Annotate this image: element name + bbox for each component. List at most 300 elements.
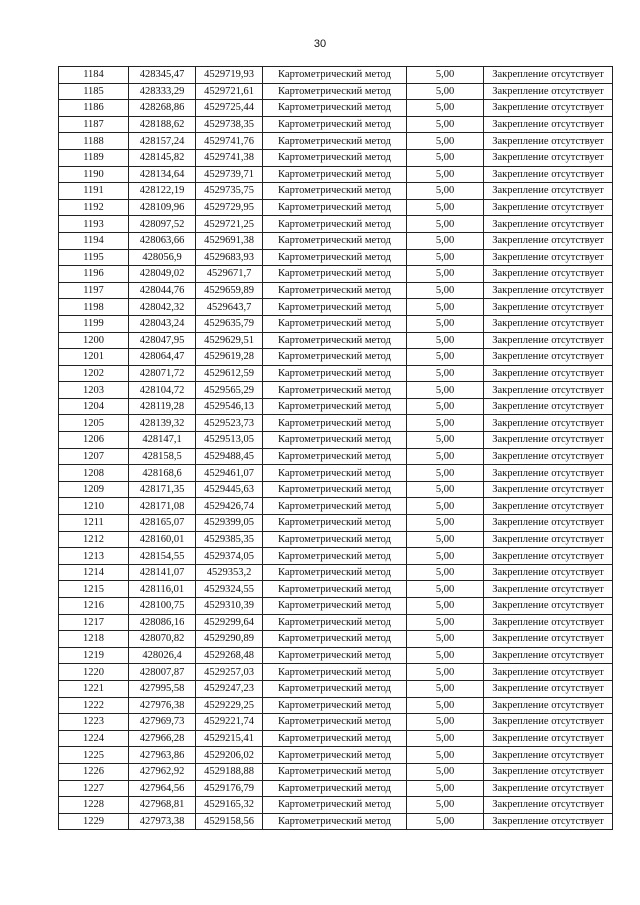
x-coordinate-cell: 428071,72 xyxy=(129,365,196,382)
fixing-description-cell: Закрепление отсутствует xyxy=(484,398,613,415)
fixing-description-cell: Закрепление отсутствует xyxy=(484,714,613,731)
fixing-description-cell: Закрепление отсутствует xyxy=(484,564,613,581)
point-number-cell: 1222 xyxy=(59,697,129,714)
x-coordinate-cell: 428104,72 xyxy=(129,382,196,399)
fixing-description-cell: Закрепление отсутствует xyxy=(484,598,613,615)
method-cell: Картометрический метод xyxy=(263,465,407,482)
fixing-description-cell: Закрепление отсутствует xyxy=(484,614,613,631)
method-cell: Картометрический метод xyxy=(263,149,407,166)
x-coordinate-cell: 428007,87 xyxy=(129,664,196,681)
table-row xyxy=(59,481,613,498)
y-coordinate-cell: 4529221,74 xyxy=(196,714,263,731)
fixing-description-cell: Закрепление отсутствует xyxy=(484,813,613,830)
x-coordinate-cell: 427968,81 xyxy=(129,797,196,814)
y-coordinate-cell: 4529324,55 xyxy=(196,581,263,598)
table-row xyxy=(59,631,613,648)
table-row xyxy=(59,116,613,133)
accuracy-cell: 5,00 xyxy=(407,680,484,697)
y-coordinate-cell: 4529257,03 xyxy=(196,664,263,681)
method-cell: Картометрический метод xyxy=(263,365,407,382)
method-cell: Картометрический метод xyxy=(263,747,407,764)
fixing-description-cell: Закрепление отсутствует xyxy=(484,315,613,332)
x-coordinate-cell: 428165,07 xyxy=(129,515,196,532)
fixing-description-cell: Закрепление отсутствует xyxy=(484,697,613,714)
fixing-description-cell: Закрепление отсутствует xyxy=(484,498,613,515)
table-row xyxy=(59,664,613,681)
point-number-cell: 1225 xyxy=(59,747,129,764)
fixing-description-cell: Закрепление отсутствует xyxy=(484,166,613,183)
x-coordinate-cell: 428139,32 xyxy=(129,415,196,432)
point-number-cell: 1207 xyxy=(59,448,129,465)
table-row xyxy=(59,100,613,117)
y-coordinate-cell: 4529374,05 xyxy=(196,548,263,565)
table-row xyxy=(59,133,613,150)
table-row xyxy=(59,697,613,714)
method-cell: Картометрический метод xyxy=(263,133,407,150)
x-coordinate-cell: 428157,24 xyxy=(129,133,196,150)
x-coordinate-cell: 428063,66 xyxy=(129,232,196,249)
accuracy-cell: 5,00 xyxy=(407,415,484,432)
table-row xyxy=(59,216,613,233)
accuracy-cell: 5,00 xyxy=(407,598,484,615)
fixing-description-cell: Закрепление отсутствует xyxy=(484,581,613,598)
table-row xyxy=(59,282,613,299)
x-coordinate-cell: 428086,16 xyxy=(129,614,196,631)
method-cell: Картометрический метод xyxy=(263,664,407,681)
y-coordinate-cell: 4529399,05 xyxy=(196,515,263,532)
fixing-description-cell: Закрепление отсутствует xyxy=(484,680,613,697)
accuracy-cell: 5,00 xyxy=(407,797,484,814)
point-number-cell: 1202 xyxy=(59,365,129,382)
x-coordinate-cell: 428097,52 xyxy=(129,216,196,233)
point-number-cell: 1214 xyxy=(59,564,129,581)
y-coordinate-cell: 4529513,05 xyxy=(196,432,263,449)
method-cell: Картометрический метод xyxy=(263,448,407,465)
y-coordinate-cell: 4529729,95 xyxy=(196,199,263,216)
point-number-cell: 1198 xyxy=(59,299,129,316)
point-number-cell: 1204 xyxy=(59,398,129,415)
y-coordinate-cell: 4529176,79 xyxy=(196,780,263,797)
method-cell: Картометрический метод xyxy=(263,730,407,747)
table-row xyxy=(59,564,613,581)
method-cell: Картометрический метод xyxy=(263,531,407,548)
x-coordinate-cell: 428333,29 xyxy=(129,83,196,100)
y-coordinate-cell: 4529741,38 xyxy=(196,149,263,166)
x-coordinate-cell: 428100,75 xyxy=(129,598,196,615)
fixing-description-cell: Закрепление отсутствует xyxy=(484,647,613,664)
accuracy-cell: 5,00 xyxy=(407,763,484,780)
table-row xyxy=(59,465,613,482)
method-cell: Картометрический метод xyxy=(263,100,407,117)
x-coordinate-cell: 428154,55 xyxy=(129,548,196,565)
method-cell: Картометрический метод xyxy=(263,183,407,200)
point-number-cell: 1194 xyxy=(59,232,129,249)
accuracy-cell: 5,00 xyxy=(407,166,484,183)
method-cell: Картометрический метод xyxy=(263,614,407,631)
point-number-cell: 1206 xyxy=(59,432,129,449)
x-coordinate-cell: 427973,38 xyxy=(129,813,196,830)
table-row xyxy=(59,763,613,780)
point-number-cell: 1196 xyxy=(59,266,129,283)
point-number-cell: 1221 xyxy=(59,680,129,697)
accuracy-cell: 5,00 xyxy=(407,382,484,399)
accuracy-cell: 5,00 xyxy=(407,332,484,349)
x-coordinate-cell: 428044,76 xyxy=(129,282,196,299)
table-row xyxy=(59,349,613,366)
point-number-cell: 1213 xyxy=(59,548,129,565)
point-number-cell: 1193 xyxy=(59,216,129,233)
x-coordinate-cell: 428026,4 xyxy=(129,647,196,664)
method-cell: Картометрический метод xyxy=(263,714,407,731)
point-number-cell: 1212 xyxy=(59,531,129,548)
accuracy-cell: 5,00 xyxy=(407,647,484,664)
y-coordinate-cell: 4529290,89 xyxy=(196,631,263,648)
table-row xyxy=(59,266,613,283)
accuracy-cell: 5,00 xyxy=(407,498,484,515)
table-row xyxy=(59,67,613,84)
accuracy-cell: 5,00 xyxy=(407,349,484,366)
method-cell: Картометрический метод xyxy=(263,548,407,565)
point-number-cell: 1223 xyxy=(59,714,129,731)
table-row xyxy=(59,747,613,764)
x-coordinate-cell: 428268,86 xyxy=(129,100,196,117)
method-cell: Картометрический метод xyxy=(263,564,407,581)
fixing-description-cell: Закрепление отсутствует xyxy=(484,199,613,216)
table-row xyxy=(59,531,613,548)
point-number-cell: 1197 xyxy=(59,282,129,299)
accuracy-cell: 5,00 xyxy=(407,398,484,415)
point-number-cell: 1185 xyxy=(59,83,129,100)
y-coordinate-cell: 4529741,76 xyxy=(196,133,263,150)
coordinates-table xyxy=(58,66,613,830)
y-coordinate-cell: 4529310,39 xyxy=(196,598,263,615)
y-coordinate-cell: 4529215,41 xyxy=(196,730,263,747)
fixing-description-cell: Закрепление отсутствует xyxy=(484,83,613,100)
table-row xyxy=(59,614,613,631)
table-row xyxy=(59,398,613,415)
point-number-cell: 1209 xyxy=(59,481,129,498)
table-row xyxy=(59,83,613,100)
fixing-description-cell: Закрепление отсутствует xyxy=(484,183,613,200)
fixing-description-cell: Закрепление отсутствует xyxy=(484,448,613,465)
accuracy-cell: 5,00 xyxy=(407,432,484,449)
accuracy-cell: 5,00 xyxy=(407,216,484,233)
point-number-cell: 1187 xyxy=(59,116,129,133)
fixing-description-cell: Закрепление отсутствует xyxy=(484,481,613,498)
table-row xyxy=(59,415,613,432)
table-row xyxy=(59,166,613,183)
x-coordinate-cell: 428109,96 xyxy=(129,199,196,216)
table-row xyxy=(59,548,613,565)
fixing-description-cell: Закрепление отсутствует xyxy=(484,349,613,366)
x-coordinate-cell: 428168,6 xyxy=(129,465,196,482)
method-cell: Картометрический метод xyxy=(263,282,407,299)
table-row xyxy=(59,332,613,349)
y-coordinate-cell: 4529461,07 xyxy=(196,465,263,482)
point-number-cell: 1205 xyxy=(59,415,129,432)
table-row xyxy=(59,315,613,332)
method-cell: Картометрический метод xyxy=(263,116,407,133)
fixing-description-cell: Закрепление отсутствует xyxy=(484,299,613,316)
method-cell: Картометрический метод xyxy=(263,216,407,233)
point-number-cell: 1229 xyxy=(59,813,129,830)
fixing-description-cell: Закрепление отсутствует xyxy=(484,100,613,117)
point-number-cell: 1201 xyxy=(59,349,129,366)
accuracy-cell: 5,00 xyxy=(407,83,484,100)
point-number-cell: 1188 xyxy=(59,133,129,150)
y-coordinate-cell: 4529643,7 xyxy=(196,299,263,316)
accuracy-cell: 5,00 xyxy=(407,149,484,166)
accuracy-cell: 5,00 xyxy=(407,465,484,482)
method-cell: Картометрический метод xyxy=(263,299,407,316)
x-coordinate-cell: 428070,82 xyxy=(129,631,196,648)
method-cell: Картометрический метод xyxy=(263,382,407,399)
table-row xyxy=(59,149,613,166)
method-cell: Картометрический метод xyxy=(263,515,407,532)
fixing-description-cell: Закрепление отсутствует xyxy=(484,133,613,150)
fixing-description-cell: Закрепление отсутствует xyxy=(484,730,613,747)
method-cell: Картометрический метод xyxy=(263,232,407,249)
y-coordinate-cell: 4529635,79 xyxy=(196,315,263,332)
method-cell: Картометрический метод xyxy=(263,813,407,830)
y-coordinate-cell: 4529735,75 xyxy=(196,183,263,200)
method-cell: Картометрический метод xyxy=(263,199,407,216)
y-coordinate-cell: 4529268,48 xyxy=(196,647,263,664)
accuracy-cell: 5,00 xyxy=(407,481,484,498)
fixing-description-cell: Закрепление отсутствует xyxy=(484,465,613,482)
y-coordinate-cell: 4529299,64 xyxy=(196,614,263,631)
y-coordinate-cell: 4529229,25 xyxy=(196,697,263,714)
x-coordinate-cell: 427962,92 xyxy=(129,763,196,780)
fixing-description-cell: Закрепление отсутствует xyxy=(484,365,613,382)
y-coordinate-cell: 4529445,63 xyxy=(196,481,263,498)
table-row xyxy=(59,797,613,814)
x-coordinate-cell: 428122,19 xyxy=(129,183,196,200)
y-coordinate-cell: 4529691,38 xyxy=(196,232,263,249)
x-coordinate-cell: 428141,07 xyxy=(129,564,196,581)
y-coordinate-cell: 4529188,88 xyxy=(196,763,263,780)
table-row xyxy=(59,448,613,465)
x-coordinate-cell: 428056,9 xyxy=(129,249,196,266)
method-cell: Картометрический метод xyxy=(263,631,407,648)
y-coordinate-cell: 4529488,45 xyxy=(196,448,263,465)
method-cell: Картометрический метод xyxy=(263,581,407,598)
method-cell: Картометрический метод xyxy=(263,166,407,183)
y-coordinate-cell: 4529721,61 xyxy=(196,83,263,100)
method-cell: Картометрический метод xyxy=(263,763,407,780)
y-coordinate-cell: 4529523,73 xyxy=(196,415,263,432)
table-row xyxy=(59,199,613,216)
fixing-description-cell: Закрепление отсутствует xyxy=(484,747,613,764)
method-cell: Картометрический метод xyxy=(263,398,407,415)
point-number-cell: 1203 xyxy=(59,382,129,399)
table-row xyxy=(59,780,613,797)
y-coordinate-cell: 4529659,89 xyxy=(196,282,263,299)
accuracy-cell: 5,00 xyxy=(407,531,484,548)
accuracy-cell: 5,00 xyxy=(407,747,484,764)
fixing-description-cell: Закрепление отсутствует xyxy=(484,664,613,681)
point-number-cell: 1184 xyxy=(59,67,129,84)
method-cell: Картометрический метод xyxy=(263,332,407,349)
point-number-cell: 1186 xyxy=(59,100,129,117)
accuracy-cell: 5,00 xyxy=(407,116,484,133)
table-row xyxy=(59,515,613,532)
point-number-cell: 1195 xyxy=(59,249,129,266)
fixing-description-cell: Закрепление отсутствует xyxy=(484,631,613,648)
point-number-cell: 1218 xyxy=(59,631,129,648)
x-coordinate-cell: 428345,47 xyxy=(129,67,196,84)
point-number-cell: 1224 xyxy=(59,730,129,747)
x-coordinate-cell: 428134,64 xyxy=(129,166,196,183)
y-coordinate-cell: 4529738,35 xyxy=(196,116,263,133)
fixing-description-cell: Закрепление отсутствует xyxy=(484,232,613,249)
x-coordinate-cell: 427963,86 xyxy=(129,747,196,764)
x-coordinate-cell: 427966,28 xyxy=(129,730,196,747)
table-row xyxy=(59,813,613,830)
x-coordinate-cell: 428043,24 xyxy=(129,315,196,332)
fixing-description-cell: Закрепление отсутствует xyxy=(484,249,613,266)
fixing-description-cell: Закрепление отсутствует xyxy=(484,332,613,349)
method-cell: Картометрический метод xyxy=(263,598,407,615)
point-number-cell: 1199 xyxy=(59,315,129,332)
method-cell: Картометрический метод xyxy=(263,249,407,266)
accuracy-cell: 5,00 xyxy=(407,67,484,84)
method-cell: Картометрический метод xyxy=(263,83,407,100)
fixing-description-cell: Закрепление отсутствует xyxy=(484,266,613,283)
point-number-cell: 1215 xyxy=(59,581,129,598)
accuracy-cell: 5,00 xyxy=(407,266,484,283)
point-number-cell: 1228 xyxy=(59,797,129,814)
point-number-cell: 1211 xyxy=(59,515,129,532)
y-coordinate-cell: 4529725,44 xyxy=(196,100,263,117)
table-row xyxy=(59,249,613,266)
x-coordinate-cell: 428042,32 xyxy=(129,299,196,316)
accuracy-cell: 5,00 xyxy=(407,315,484,332)
accuracy-cell: 5,00 xyxy=(407,100,484,117)
point-number-cell: 1208 xyxy=(59,465,129,482)
page-number: 30 xyxy=(313,38,327,50)
point-number-cell: 1216 xyxy=(59,598,129,615)
point-number-cell: 1192 xyxy=(59,199,129,216)
fixing-description-cell: Закрепление отсутствует xyxy=(484,531,613,548)
table-row xyxy=(59,598,613,615)
y-coordinate-cell: 4529739,71 xyxy=(196,166,263,183)
accuracy-cell: 5,00 xyxy=(407,365,484,382)
x-coordinate-cell: 428116,01 xyxy=(129,581,196,598)
accuracy-cell: 5,00 xyxy=(407,282,484,299)
x-coordinate-cell: 428119,28 xyxy=(129,398,196,415)
table-row xyxy=(59,714,613,731)
y-coordinate-cell: 4529353,2 xyxy=(196,564,263,581)
fixing-description-cell: Закрепление отсутствует xyxy=(484,797,613,814)
accuracy-cell: 5,00 xyxy=(407,730,484,747)
accuracy-cell: 5,00 xyxy=(407,697,484,714)
point-number-cell: 1189 xyxy=(59,149,129,166)
point-number-cell: 1226 xyxy=(59,763,129,780)
fixing-description-cell: Закрепление отсутствует xyxy=(484,763,613,780)
accuracy-cell: 5,00 xyxy=(407,664,484,681)
y-coordinate-cell: 4529671,7 xyxy=(196,266,263,283)
x-coordinate-cell: 427995,58 xyxy=(129,680,196,697)
y-coordinate-cell: 4529721,25 xyxy=(196,216,263,233)
table-row xyxy=(59,498,613,515)
accuracy-cell: 5,00 xyxy=(407,515,484,532)
fixing-description-cell: Закрепление отсутствует xyxy=(484,282,613,299)
x-coordinate-cell: 427969,73 xyxy=(129,714,196,731)
y-coordinate-cell: 4529612,59 xyxy=(196,365,263,382)
y-coordinate-cell: 4529546,13 xyxy=(196,398,263,415)
point-number-cell: 1217 xyxy=(59,614,129,631)
x-coordinate-cell: 427964,56 xyxy=(129,780,196,797)
x-coordinate-cell: 428160,01 xyxy=(129,531,196,548)
table-row xyxy=(59,365,613,382)
x-coordinate-cell: 427976,38 xyxy=(129,697,196,714)
accuracy-cell: 5,00 xyxy=(407,813,484,830)
point-number-cell: 1200 xyxy=(59,332,129,349)
fixing-description-cell: Закрепление отсутствует xyxy=(484,415,613,432)
method-cell: Картометрический метод xyxy=(263,349,407,366)
fixing-description-cell: Закрепление отсутствует xyxy=(484,432,613,449)
method-cell: Картометрический метод xyxy=(263,780,407,797)
y-coordinate-cell: 4529206,02 xyxy=(196,747,263,764)
fixing-description-cell: Закрепление отсутствует xyxy=(484,515,613,532)
x-coordinate-cell: 428158,5 xyxy=(129,448,196,465)
method-cell: Картометрический метод xyxy=(263,415,407,432)
method-cell: Картометрический метод xyxy=(263,797,407,814)
method-cell: Картометрический метод xyxy=(263,680,407,697)
accuracy-cell: 5,00 xyxy=(407,133,484,150)
table-row xyxy=(59,730,613,747)
accuracy-cell: 5,00 xyxy=(407,780,484,797)
y-coordinate-cell: 4529158,56 xyxy=(196,813,263,830)
y-coordinate-cell: 4529683,93 xyxy=(196,249,263,266)
point-number-cell: 1210 xyxy=(59,498,129,515)
accuracy-cell: 5,00 xyxy=(407,448,484,465)
method-cell: Картометрический метод xyxy=(263,697,407,714)
y-coordinate-cell: 4529619,28 xyxy=(196,349,263,366)
table-row xyxy=(59,183,613,200)
method-cell: Картометрический метод xyxy=(263,481,407,498)
fixing-description-cell: Закрепление отсутствует xyxy=(484,548,613,565)
accuracy-cell: 5,00 xyxy=(407,299,484,316)
table-row xyxy=(59,299,613,316)
method-cell: Картометрический метод xyxy=(263,647,407,664)
accuracy-cell: 5,00 xyxy=(407,581,484,598)
x-coordinate-cell: 428147,1 xyxy=(129,432,196,449)
x-coordinate-cell: 428171,08 xyxy=(129,498,196,515)
x-coordinate-cell: 428145,82 xyxy=(129,149,196,166)
table-row xyxy=(59,647,613,664)
y-coordinate-cell: 4529247,23 xyxy=(196,680,263,697)
fixing-description-cell: Закрепление отсутствует xyxy=(484,216,613,233)
y-coordinate-cell: 4529719,93 xyxy=(196,67,263,84)
accuracy-cell: 5,00 xyxy=(407,232,484,249)
accuracy-cell: 5,00 xyxy=(407,199,484,216)
fixing-description-cell: Закрепление отсутствует xyxy=(484,149,613,166)
y-coordinate-cell: 4529565,29 xyxy=(196,382,263,399)
point-number-cell: 1227 xyxy=(59,780,129,797)
method-cell: Картометрический метод xyxy=(263,498,407,515)
table-row xyxy=(59,581,613,598)
point-number-cell: 1191 xyxy=(59,183,129,200)
y-coordinate-cell: 4529629,51 xyxy=(196,332,263,349)
y-coordinate-cell: 4529385,35 xyxy=(196,531,263,548)
x-coordinate-cell: 428064,47 xyxy=(129,349,196,366)
accuracy-cell: 5,00 xyxy=(407,714,484,731)
method-cell: Картометрический метод xyxy=(263,266,407,283)
accuracy-cell: 5,00 xyxy=(407,631,484,648)
fixing-description-cell: Закрепление отсутствует xyxy=(484,780,613,797)
